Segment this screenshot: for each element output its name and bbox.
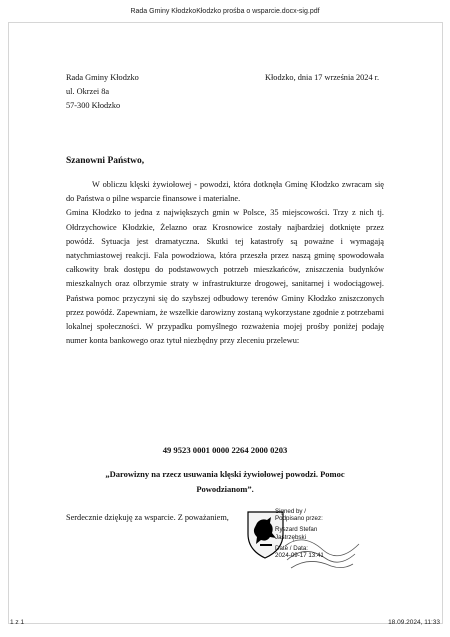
bank-account-number: 49 9523 0001 0000 2264 2000 0203 <box>162 445 288 455</box>
closing-line: Serdecznie dziękuję za wsparcie. Z poważaniem, <box>66 513 229 522</box>
paragraph-1: W obliczu klęski żywiołowej - powodzi, która dotknęła Gminę Kłodzko zwracam się do Państwa o pilne wsparcie finansowe i materialne. <box>66 180 384 204</box>
signature-line: Date / Data: <box>275 544 309 552</box>
sender-city: 57-300 Kłodzko <box>66 101 121 110</box>
letter-date: Kłodzko, dnia 17 września 2024 r. <box>265 73 380 82</box>
signature-line: Jastrzębski <box>275 533 306 541</box>
sender-name: Rada Gminy Kłodzko <box>66 73 139 82</box>
print-timestamp: 18.09.2024, 11:33 <box>388 619 440 626</box>
letter-body <box>66 178 384 348</box>
greeting: Szanowni Państwo, <box>66 156 145 166</box>
signature-line: Podpisano przez: <box>275 515 323 523</box>
document-title: Rada Gminy KłodzkoKłodzko prośba o wsparcie.docx-sig.pdf <box>130 8 320 15</box>
transfer-title: „Darowizny na rzecz usuwania klęski żywiołowej powodzi. Pomoc Powodzianom”. <box>105 469 345 494</box>
signature-line: 2024-09-17 13:41 <box>275 552 324 560</box>
signature-line: Signed by / <box>275 508 306 515</box>
page-counter: 1 z 1 <box>10 619 25 626</box>
digital-signature-block <box>275 508 395 559</box>
sender-street: ul. Okrzei 8a <box>66 87 110 96</box>
paragraph-2: Gmina Kłodzko to jedna z największych gmin w Polsce, 35 miejscowości. Trzy z nich tj. Ołdrzychowice Kłodzkie, Żelazno oraz Krosnowice zostały najbardziej dotknięte przez powódź. Sytuacja jest dramatyczna. Skutki tej katastrofy są poważne i wymagają natychmiastowej reakcji. Fala powodziowa, która przeszła przez naszą gminę spowodowała całkowity brak dostępu do podstawowych potrzeb mieszkańców, zniszczenia budynków mieszkalnych oraz olbrzymie straty w infrastrukturze drogowej, sanitarnej i wodociągowej. Państwa pomoc przyczyni się do szybszej odbudowy terenów Gminy Kłodzko zniszczonych przez powódź. Zapewniam, że wszelkie darowizny zostaną wykorzystane zgodnie z potrzebami lokalnej społeczności. W przypadku pomyślnego rozważenia mojej prośby poniżej podaję numer konta bankowego oraz tytuł niezbędny przy zleceniu przelewu: <box>66 208 384 346</box>
signature-line: Ryszard Stefan <box>275 526 318 534</box>
